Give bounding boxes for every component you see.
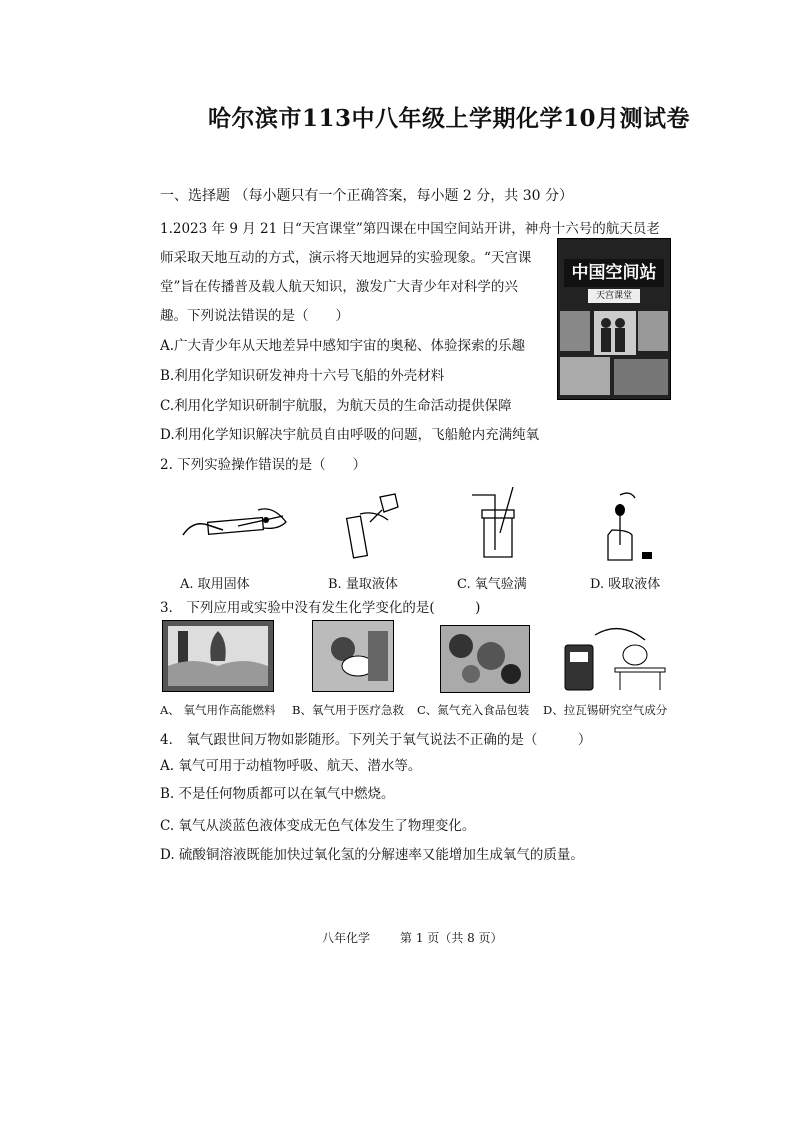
q1-stem-line-3: 堂”旨在传播普及载人航天知识，激发广大青少年对科学的兴 bbox=[160, 279, 518, 295]
q2-caption-d: D. 吸取液体 bbox=[590, 577, 661, 592]
oxygen-full-test-diagram bbox=[470, 485, 530, 565]
q4-stem: 4． 氧气跟世间万物如影随形。下列关于氧气说法不正确的是（ ） bbox=[160, 732, 592, 748]
q4-option-c: C. 氧气从淡蓝色液体变成无色气体发生了物理变化。 bbox=[160, 818, 476, 834]
page-title: 哈尔滨市113中八年级上学期化学10月测试卷 bbox=[208, 105, 691, 132]
food-packaging-photo bbox=[440, 625, 530, 693]
astronauts-photo bbox=[558, 309, 670, 399]
q4-option-b: B. 不是任何物质都可以在氧气中燃烧。 bbox=[160, 786, 395, 802]
taking-solid-diagram bbox=[178, 500, 293, 555]
q1-stem-line-1: 1.2023 年 9 月 21 日“天宫课堂”第四课在中国空间站开讲，神舟十六号的航天员老 bbox=[160, 221, 660, 237]
q1-stem-line-4: 趣。下列说法错误的是（ ） bbox=[160, 308, 349, 324]
q2-caption-a: A. 取用固体 bbox=[180, 577, 250, 592]
footer-page-number: 第 1 页（共 8 页） bbox=[400, 931, 503, 945]
q3-stem: 3． 下列应用或实验中没有发生化学变化的是( ) bbox=[160, 600, 481, 616]
footer-subject: 八年化学 bbox=[322, 931, 371, 945]
q2-stem: 2. 下列实验操作错误的是（ ） bbox=[160, 457, 367, 473]
q2-caption-c: C. 氧气验满 bbox=[457, 577, 527, 592]
q1-option-a: A.广大青少年从天地差异中感知宇宙的奥秘、体验探索的乐趣 bbox=[160, 338, 526, 354]
medical-emergency-photo bbox=[312, 620, 394, 692]
measuring-liquid-diagram bbox=[340, 492, 410, 562]
poster-subtitle: 天宫课堂 bbox=[588, 289, 640, 303]
q4-option-d: D. 硫酸铜溶液既能加快过氧化氢的分解速率又能增加生成氧气的质量。 bbox=[160, 847, 584, 863]
space-station-poster-image bbox=[557, 238, 671, 400]
drawing-liquid-diagram bbox=[600, 490, 660, 565]
lavoisier-apparatus-diagram bbox=[560, 620, 670, 695]
q1-option-b: B.利用化学知识研发神舟十六号飞船的外壳材料 bbox=[160, 368, 445, 384]
q3-caption-a: A、 氧气用作高能燃料 bbox=[160, 703, 276, 717]
section-heading: 一、选择题 （每小题只有一个正确答案，每小题 2 分，共 30 分） bbox=[160, 188, 573, 204]
q3-caption-b: B、氧气用于医疗急救 bbox=[292, 703, 404, 717]
poster-title: 中国空间站 bbox=[564, 259, 664, 287]
q2-caption-b: B. 量取液体 bbox=[328, 577, 398, 592]
q3-caption-c: C、氮气充入食品包装 bbox=[417, 703, 530, 717]
q1-option-d: D.利用化学知识解决宇航员自由呼吸的问题，飞船舱内充满纯氧 bbox=[160, 427, 540, 443]
q3-caption-d: D、拉瓦锡研究空气成分 bbox=[543, 703, 668, 717]
rocket-launch-photo bbox=[162, 620, 274, 692]
q4-option-a: A. 氧气可用于动植物呼吸、航天、潜水等。 bbox=[160, 758, 422, 774]
q1-option-c: C.利用化学知识研制宇航服，为航天员的生命活动提供保障 bbox=[160, 398, 512, 414]
q1-stem-line-2: 师采取天地互动的方式，演示将天地迥异的实验现象。“天宫课 bbox=[160, 250, 532, 266]
